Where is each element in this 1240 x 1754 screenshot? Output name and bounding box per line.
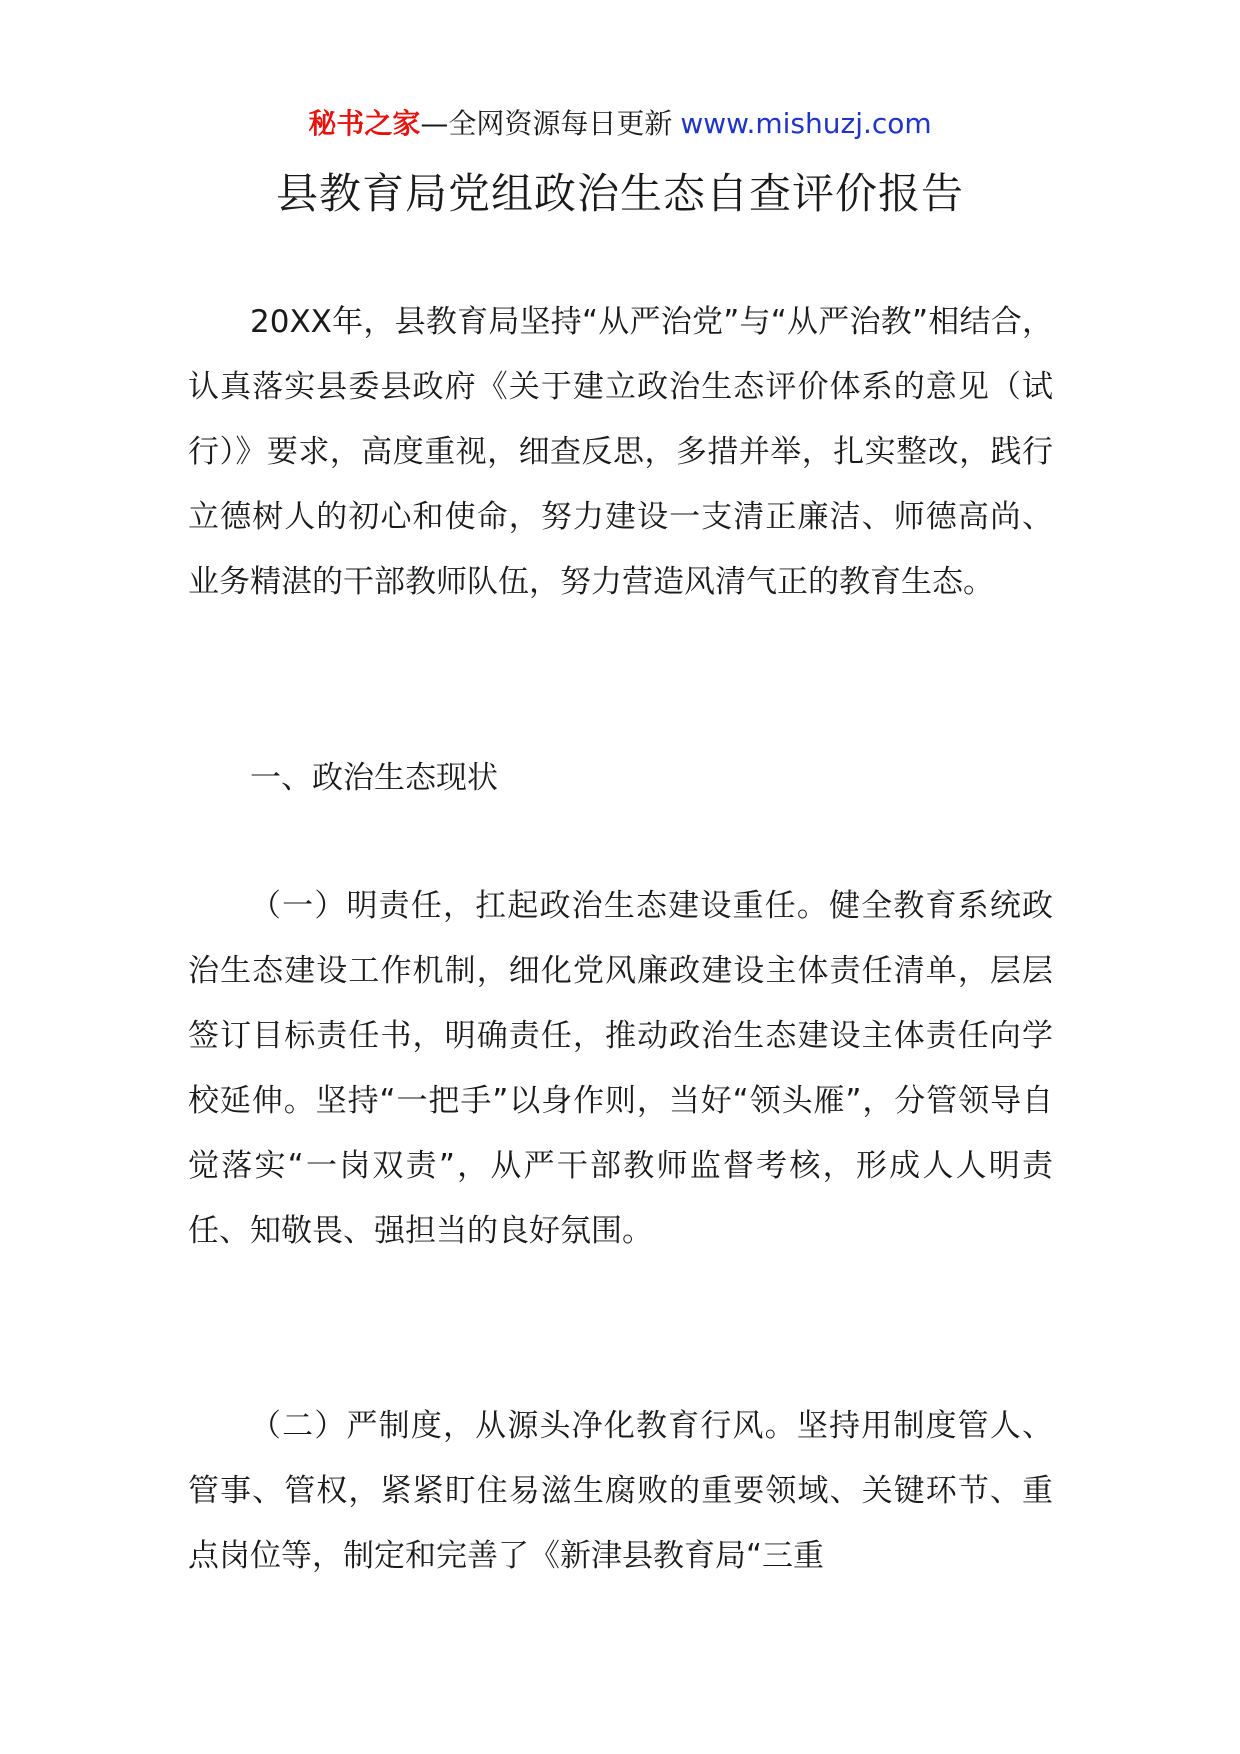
- section-paragraph-1: （一）明责任，扛起政治生态建设重任。健全教育系统政治生态建设工作机制，细化党风廉政建设主体责任清单，层层签订目标责任书，明确责任，推动政治生态建设主体责任向学校延伸。坚持“一把手”以身作则，当好“领头雁”，分管领导自觉落实“一岗双责”，从严干部教师监督考核，形成人人明责任、知敬畏、强担当的良好氛围。: [188, 888, 1053, 1249]
- intro-paragraph: 20XX年，县教育局坚持“从严治党”与“从严治教”相结合，认真落实县委县政府《关于建立政治生态评价体系的意见（试行）》要求，高度重视，细查反思，多措并举，扎实整改，践行立德树人的初心和使命，努力建设一支清正廉洁、师德高尚、业务精湛的干部教师队伍，努力营造风清气正的教育生态。: [188, 304, 1053, 600]
- site-url-link[interactable]: www.mishuzj.com: [680, 107, 932, 140]
- site-header: [0, 104, 1240, 144]
- header-slogan: —全网资源每日更新: [420, 107, 673, 140]
- section-paragraph-2: （二）严制度，从源头净化教育行风。坚持用制度管人、管事、管权，紧紧盯住易滋生腐败的重要领域、关键环节、重点岗位等，制定和完善了《新津县教育局“三重: [188, 1408, 1053, 1574]
- document-title: 县教育局党组政治生态自查评价报告: [275, 169, 964, 218]
- brand-name: 秘书之家: [308, 107, 421, 140]
- section-heading: 一、政治生态现状: [250, 760, 498, 796]
